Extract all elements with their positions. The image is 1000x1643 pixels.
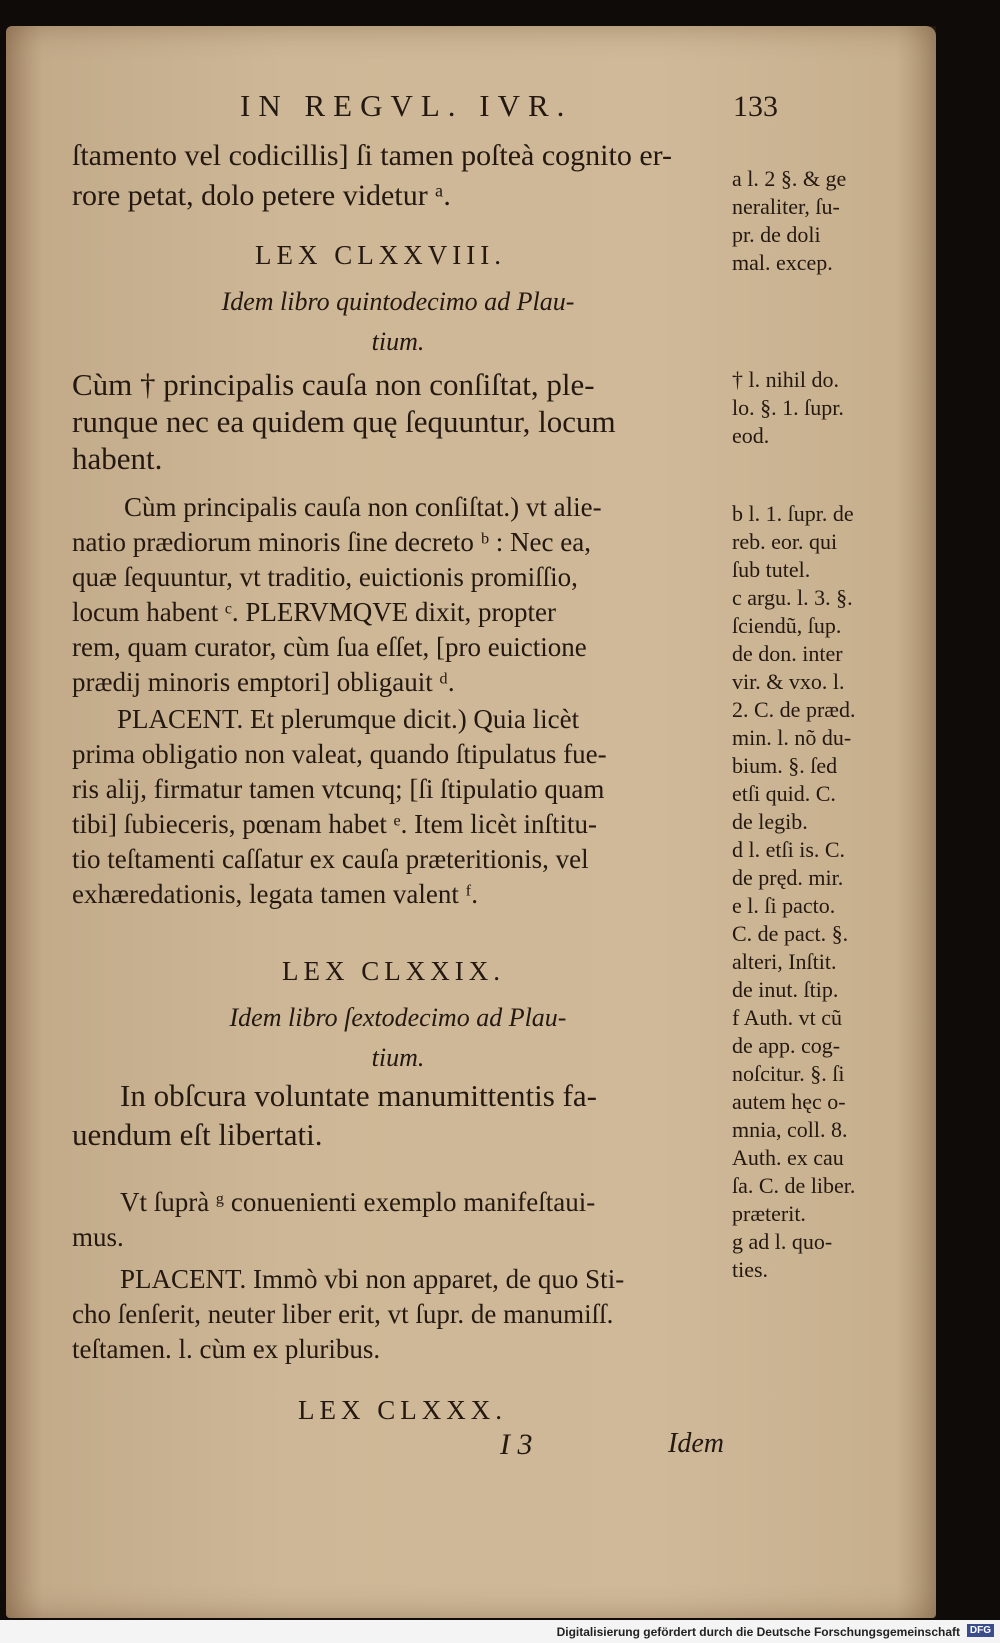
lex-heading-178: LEX CLXXVIII. [255,240,506,270]
dfg-logo: DFG [967,1624,994,1637]
lex-title-179: Idem libro ſextodecimo ad Plau- tium. [229,1003,567,1072]
footer-credit: Digitalisierung gefördert durch die Deutsche Forschungsgemeinschaft [556,1625,960,1639]
marginal-note-dagger: † l. nihil do. lo. §. 1. ſupr. eod. [732,367,844,448]
page-number: 133 [733,90,778,123]
lex-title-178: Idem libro quintodecimo ad Plau- tium. [221,287,575,356]
rule-text-178: Cùm † principalis cauſa non conſiſtat, ple- runque nec ea quidem quę ſequuntur, locum habent. [72,367,616,476]
gloss-179-a: Vt ſuprà ᵍ conuenienti exemplo manifeſtaui- mus. [72,1187,596,1252]
running-title: IN REGVL. IVR. [240,88,573,123]
marginal-note-a: a l. 2 §. & ge neraliter, ſu- pr. de doli mal. excep. [732,166,847,275]
lex-heading-180: LEX CLXXX. [298,1395,507,1425]
catchword: Idem [668,1428,724,1459]
gloss-178-b: PLACENT. Et plerumque dicit.) Quia licèt prima obligatio non valeat, quando ſtipulatus fue- ris alij, firmatur tamen vtcunq; [ſi ſtipulatio quam tibi] ſubieceris, pœnam habet ᵉ. Item licèt inſtitu- tio teſtamenti caſſatur ex cauſa præteritionis, vel exhæredationis, legata tamen valent ᶠ. [72,704,607,909]
intro-text: ſtamento vel codicillis] ſi tamen poſteà cognito er- rore petat, dolo petere videtur ᵃ. [72,139,673,212]
gloss-179-b: PLACENT. Immò vbi non apparet, de quo Sti- cho ſenſerit, neuter liber erit, vt ſupr. de manumiſſ. teſtamen. l. cùm ex pluribus. [72,1264,625,1364]
rule-text-179: In obſcura voluntate manumittentis fa- uendum eſt libertati. [72,1078,597,1152]
lex-heading-179: LEX CLXXIX. [282,956,505,986]
marginal-notes-b-g: b l. 1. ſupr. de reb. eor. qui ſub tutel. c argu. l. 3. §. ſciendũ, ſup. de don. inter vir. & vxo. l. 2. C. de præd. min. l. nõ du- bium. §. ſed etſi quid. C. de legib. d l. etſi is. C. de pręd. mir. e l. ſi pacto. C. de pact. §. alteri, Inſtit. de inut. ſtip. f Auth. vt cũ de app. cog- noſcitur. §. ſi autem hęc o- mnia, coll. 8. Auth. ex cau ſa. C. de liber. præterit. g ad l. quo- ties. [732,501,856,1282]
signature-mark: I 3 [500,1428,533,1461]
gloss-178-a: Cùm principalis cauſa non conſiſtat.) vt alie- natio prædiorum minoris ſine decreto ᵇ : Nec ea, quæ ſequuntur, vt traditio, euictionis promiſſio, locum habent ᶜ. PLERVMQVE dixit, propter rem, quam curator, cùm ſua eſſet, [pro euictione prædij minoris emptori] obligauit ᵈ. [72,492,602,697]
page-edge-shadow [896,26,936,1618]
